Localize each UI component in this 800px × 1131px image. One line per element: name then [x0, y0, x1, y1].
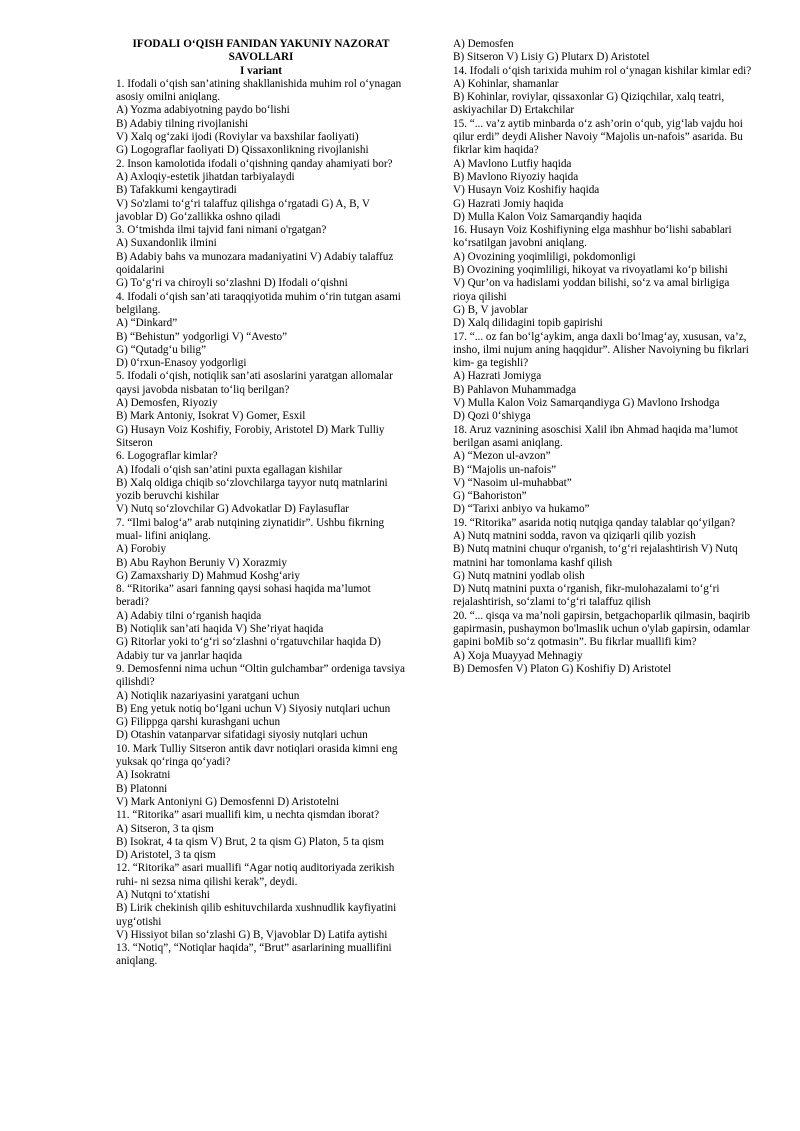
answer-option: B) Xalq oldiga chiqib so‘zlovchilarga tayyor nutq matnlarini yozib beruvchi kishilar: [116, 476, 388, 503]
answer-option: B) Notiqlik san’ati haqida V) She’riyat haqida: [116, 623, 324, 636]
answer-option: D) “Tarixi anbiyo va hukamo”: [453, 503, 590, 516]
document-title: [116, 38, 406, 78]
question-text: 11. “Ritorika” asari muallifi kim, u nechta qismdan iborat?: [116, 809, 380, 822]
answer-option: G) To‘g‘ri va chiroyli so‘zlashni D) Ifodali o‘qishni: [116, 277, 348, 290]
left-column: [116, 38, 406, 969]
answer-option: A) Sitseron, 3 ta qism: [116, 822, 214, 835]
answer-option: A) Demosfen, Riyoziy: [116, 397, 218, 410]
answer-option: A) Axloqiy-estetik jihatdan tarbiyalaydi: [116, 170, 295, 183]
answer-option: D) 0‘rxun-Enasoy yodgorligi: [116, 357, 247, 370]
answer-option: B) Ovozining yoqimliligi, hikoyat va rivoyatlami ko‘p bilishi: [453, 264, 728, 277]
question-text: 16. Husayn Voiz Koshifiyning elga mashhur bo‘lishi sabablari ko‘rsatilgan javobni aniqlang.: [453, 224, 732, 250]
question-text: 8. “Ritorika” asari fanning qaysi sohasi haqida ma’lumot beradi?: [116, 583, 371, 609]
answer-option: A) Hazrati Jomiyga: [453, 370, 542, 383]
answer-option: B) Adabiy tilning rivojlanishi: [116, 117, 249, 130]
answer-option: V) Qur’on va hadislami yoddan bilishi, so‘z va amal birligiga rioya qilishi: [453, 277, 730, 303]
answer-option: B) Isokrat, 4 ta qism V) Brut, 2 ta qism G) Platon, 5 ta qism: [116, 835, 384, 848]
answer-option: B) Eng yetuk notiq bo‘lgani uchun V) Siyosiy nutqlari uchun: [116, 702, 391, 715]
answer-option: V) Xalq og‘zaki ijodi (Roviylar va baxshilar faoliyati): [116, 131, 359, 144]
answer-option: A) Demosfen: [453, 38, 514, 50]
answer-option: B) Mark Antoniy, Isokrat V) Gomer, Esxil: [116, 410, 306, 423]
question-text: 4. Ifodali o‘qish san’ati taraqqiyotida muhim o‘rin tutgan asami belgilang.: [116, 290, 401, 316]
answer-option: G) Filippga qarshi kurashgani uchun: [116, 716, 281, 729]
question-text: 19. “Ritorika” asarida notiq nutqiga qanday talablar qo‘yilgan?: [453, 516, 736, 529]
question-text: 7. “Ilmi balog‘a” arab nutqining ziynatidir”. Ushbu fikrning mual- lifini aniqlang.: [116, 516, 385, 542]
question-text: 15. “... va’z aytib minbarda o‘z ash’orin o‘qub, yig‘lab vajdu hoi qilur erdi” deydi Alisher Navoiy “Majolis un-nafois” asarida. Bu fikrlar kim haqida?: [453, 117, 743, 157]
answer-option: V) “Nasoim ul-muhabbat”: [453, 476, 572, 489]
answer-option: D) Qozi 0‘shiyga: [453, 410, 531, 423]
answer-option: A) Ovozining yoqimliligi, pokdomonligi: [453, 250, 636, 263]
answer-option: D) Aristotel, 3 ta qism: [116, 849, 216, 862]
answer-option: A) Nutqni to‘xtatishi: [116, 889, 210, 901]
answer-option: A) Forobiy: [116, 543, 167, 556]
question-text: 14. Ifodali o‘qish tarixida muhim rol o‘ynagan kishilar kimlar edi?: [453, 64, 752, 77]
question-text: 10. Mark Tulliy Sitseron antik davr notiqlari orasida kimni eng yuksak qo‘ringa qo‘yadi?: [116, 742, 398, 769]
question-text: 12. “Ritorika” asari muallifi “Agar notiq auditoriyada zerikish ruhi- ni sezsa nima qilishi kerak”, deydi.: [116, 862, 395, 888]
answer-option: D) Otashin vatanparvar sifatidagi siyosiy nutqlari uchun: [116, 729, 368, 742]
answer-option: B) Kohinlar, roviylar, qissaxonlar G) Qiziqchilar, xalq teatri, askiyachilar D) Ertakchilar: [453, 91, 725, 117]
answer-option: B) “Majolis un-nafois”: [453, 463, 557, 476]
answer-option: G) Nutq matnini yodlab olish: [453, 569, 585, 582]
question-text: 5. Ifodali o‘qish, notiqlik san’ati asoslarini yaratgan allomalar qaysi javobda nisbatan to‘liq berilgan?: [116, 370, 393, 396]
answer-option: A) Notiqlik nazariyasini yaratgani uchun: [116, 689, 300, 702]
variant-label: I variant: [240, 64, 282, 77]
answer-option: G) Hazrati Jomiy haqida: [453, 197, 564, 210]
answer-option: B) Pahlavon Muhammadga: [453, 383, 577, 396]
answer-option: A) Mavlono Lutfiy haqida: [453, 157, 572, 170]
question-text: 18. Aruz vaznining asoschisi Xalil ibn Ahmad haqida ma’lumot berilgan asami aniqlang.: [453, 423, 738, 449]
answer-option: V) Hissiyot bilan so‘zlashi G) B, Vjavoblar D) Latifa aytishi: [116, 928, 388, 941]
answer-option: B) Mavlono Riyoziy haqida: [453, 170, 579, 183]
answer-option: B) Nutq matnini chuqur o'rganish, to‘g‘ri rejalashtirish V) Nutq matnini har tomonlama kashf qilish: [453, 543, 738, 569]
answer-option: B) Adabiy bahs va munozara madaniyatini V) Adabiy talaffuz qoidalarini: [116, 250, 394, 277]
answer-option: V) Nutq so‘zlovchilar G) Advokatlar D) Faylasuflar: [116, 503, 350, 516]
answer-option: D) Mulla Kalon Voiz Samarqandiy haqida: [453, 210, 642, 223]
answer-option: A) “Mezon ul-avzon”: [453, 450, 551, 463]
answer-option: A) Yozma adabiyotning paydo bo‘lishi: [116, 104, 290, 117]
question-text: 6. Logograflar kimlar?: [116, 450, 218, 463]
answer-option: A) Suxandonlik ilmini: [116, 237, 217, 250]
answer-option: B) Demosfen V) Platon G) Koshifiy D) Aristotel: [453, 662, 672, 675]
answer-option: B) “Behistun” yodgorligi V) “Avesto”: [116, 330, 288, 343]
answer-option: D) Xalq dilidagini topib gapirishi: [453, 317, 603, 330]
question-text: 17. “... oz fan bo‘lg‘aykim, anga daxli bo‘lmag‘ay, xususan, va’z, insho, ilmi nujum aning haqqidur”. Alisher Navoiyning bu fikrlari kim- ga tegishli?: [453, 330, 749, 370]
right-column: [453, 38, 753, 676]
question-text: 1. Ifodali o‘qish san’atining shakllanishida muhim rol o‘ynagan asosiy omilni aniqlang.: [116, 77, 402, 104]
question-text: 2. Inson kamolotida ifodali o‘qishning qanday ahamiyati bor?: [116, 157, 393, 170]
answer-option: A) Kohinlar, shamanlar: [453, 77, 559, 90]
answer-option: B) Sitseron V) Lisiy G) Plutarx D) Aristotel: [453, 51, 650, 64]
answer-option: G) B, V javoblar: [453, 303, 528, 316]
question-text: 3. O‘tmishda ilmi tajvid fani nimani o'rgatgan?: [116, 224, 327, 237]
answer-option: A) Adabiy tilni o‘rganish haqida: [116, 609, 262, 622]
answer-option: A) Xoja Muayyad Mehnagiy: [453, 649, 583, 662]
answer-option: B) Abu Rayhon Beruniy V) Xorazmiy: [116, 556, 288, 569]
answer-option: G) Ritorlar yoki to‘g‘ri so‘zlashni o‘rgatuvchilar haqida D) Adabiy tur va janrlar haqida: [116, 636, 381, 662]
answer-option: A) “Dinkard”: [116, 317, 178, 330]
answer-option: V) Mulla Kalon Voiz Samarqandiyga G) Mavlono Irshodga: [453, 397, 720, 410]
question-text: 20. “... qisqa va ma’noli gapirsin, betgachoparlik qilmasin, baqirib gapirmasin, pushaymon bo'lmaslik uchun o'ylab gapirsin, odamlar gapini boMib so‘z qotmasin”. Bu fikrlar muallifi kim?: [453, 609, 751, 649]
answer-option: G) “Bahoriston”: [453, 490, 527, 503]
left-column-text: [116, 78, 406, 969]
right-column-text: [453, 38, 753, 676]
answer-option: A) Nutq matnini sodda, ravon va qiziqarli qilib yozish: [453, 529, 696, 542]
answer-option: B) Lirik chekinish qilib eshituvchilarda xushnudlik kayfiyatini uyg‘otishi: [116, 902, 397, 928]
question-text: 9. Demosfenni nima uchun “Oltin gulchambar” ordeniga tavsiya qilishdi?: [116, 662, 405, 689]
answer-option: V) Mark Antoniyni G) Demosfenni D) Aristotelni: [116, 795, 340, 808]
answer-option: G) Husayn Voiz Koshifiy, Forobiy, Aristotel D) Mark Tulliy Sitseron: [116, 423, 385, 449]
answer-option: G) Logograflar faoliyati D) Qissaxonlikning rivojlanishi: [116, 144, 369, 157]
title-line-1: IFODALI O‘QISH FANIDAN YAKUNIY NAZORAT: [132, 38, 390, 50]
answer-option: G) “Qutadg‘u bilig”: [116, 343, 207, 356]
answer-option: A) Isokratni: [116, 769, 171, 782]
title-line-2: SAVOLLARI: [228, 51, 294, 64]
answer-option: V) Husayn Voiz Koshifiy haqida: [453, 184, 600, 197]
answer-option: G) Zamaxshariy D) Mahmud Koshg‘ariy: [116, 569, 300, 582]
answer-option: B) Platonni: [116, 782, 168, 795]
answer-option: B) Tafakkumi kengaytiradi: [116, 184, 237, 197]
answer-option: V) So'zlami to‘g‘ri talaffuz qilishga o‘rgatadi G) A, B, V javoblar D) Go‘zallikka oshno qiladi: [116, 197, 370, 223]
answer-option: A) Ifodali o‘qish san’atini puxta egallagan kishilar: [116, 463, 343, 476]
answer-option: D) Nutq matnini puxta o‘rganish, fikr-mulohazalami to‘g‘ri rejalashtirish, so‘zlami to‘g‘ri talaffuz qilish: [453, 583, 720, 609]
question-text: 13. “Notiq”, “Notiqlar haqida”, “Brut” asarlarining muallifini aniqlang.: [116, 942, 392, 968]
